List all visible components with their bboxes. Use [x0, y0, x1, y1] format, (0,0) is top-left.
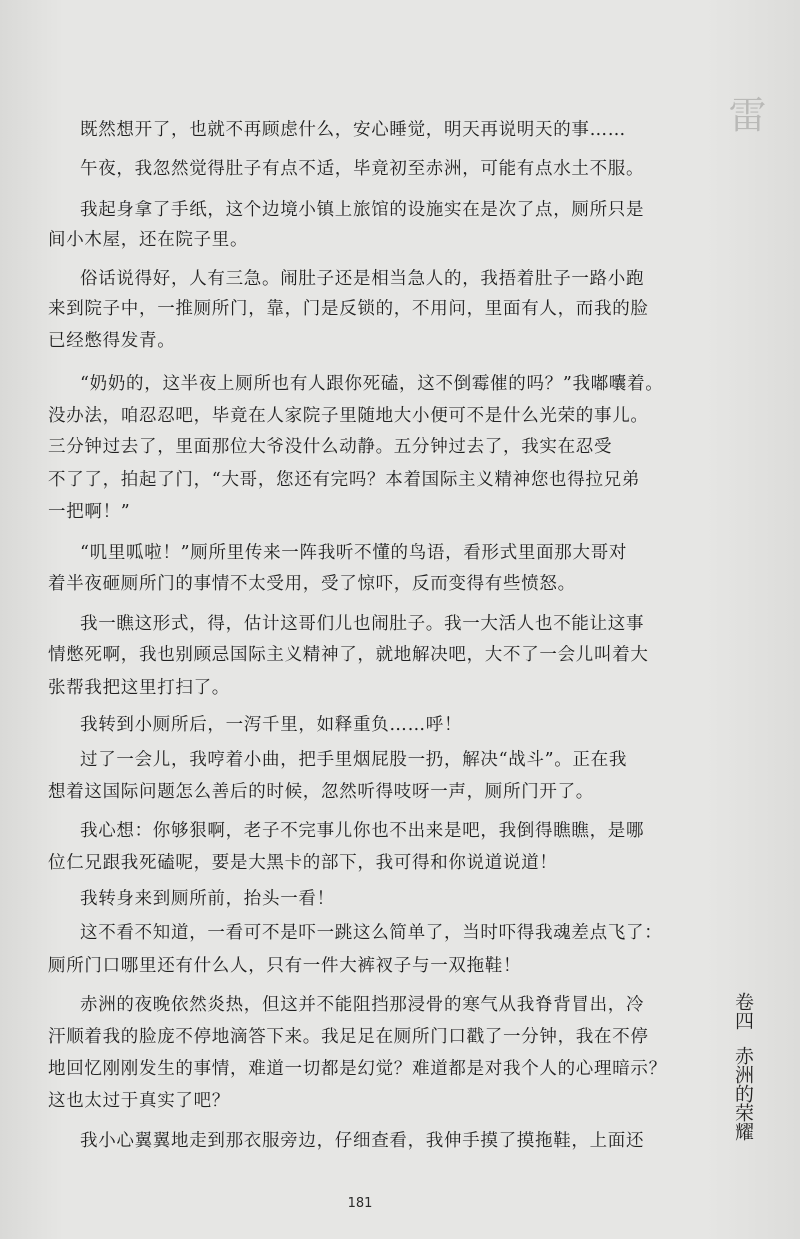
text-line: 我转身来到厕所前，抬头一看！ [80, 889, 335, 909]
text-line: 来到院子中，一推厕所门，靠，门是反锁的，不用问，里面有人，而我的脸 [48, 299, 649, 319]
text-line: 俗话说得好，人有三急。闹肚子还是相当急人的，我捂着肚子一路小跑 [80, 269, 645, 289]
page-number: 181 [347, 1196, 373, 1211]
text-line: 午夜，我忽然觉得肚子有点不适，毕竟初至赤洲，可能有点水土不服。 [80, 159, 645, 179]
text-line: 既然想开了，也就不再顾虑什么，安心睡觉，明天再说明天的事…… [80, 120, 626, 140]
text-line: 一把啊！” [48, 502, 131, 522]
text-line: 赤洲的夜晚依然炎热，但这并不能阻挡那浸骨的寒气从我脊背冒出，冷 [80, 995, 645, 1015]
text-line: 过了一会儿，我哼着小曲，把手里烟屁股一扔，解决“战斗”。正在我 [80, 750, 628, 770]
text-line: 三分钟过去了，里面那位大爷没什么动静。五分钟过去了，我实在忍受 [48, 437, 613, 457]
text-line: “叽里呱啦！”厕所里传来一阵我听不懂的鸟语，看形式里面那大哥对 [80, 543, 628, 563]
text-line: 厕所门口哪里还有什么人，只有一件大裤衩子与一双拖鞋！ [48, 956, 522, 976]
text-line: 我小心翼翼地走到那衣服旁边，仔细查看，我伸手摸了摸拖鞋，上面还 [80, 1131, 645, 1151]
text-line: 我心想：你够狠啊，老子不完事儿你也不出来是吧，我倒得瞧瞧，是哪 [80, 821, 645, 841]
text-line: 我转到小厕所后，一泻千里，如释重负……呼！ [80, 715, 463, 735]
bleed-through-mark: 雷 [722, 95, 766, 137]
text-line: 已经憋得发青。 [48, 331, 176, 351]
book-title: 赤洲的荣耀 [732, 1046, 754, 1141]
text-line: 这也太过于真实了吧？ [48, 1091, 230, 1111]
text-line: 着半夜砸厕所门的事情不太受用，受了惊吓，反而变得有些愤怒。 [48, 574, 576, 594]
text-line: 位仁兄跟我死磕呢，要是大黑卡的部下，我可得和你说道说道！ [48, 853, 558, 873]
text-line: 地回忆刚刚发生的事情，难道一切都是幻觉？难道都是对我个人的心理暗示？ [48, 1059, 667, 1079]
text-line: 我起身拿了手纸，这个边境小镇上旅馆的设施实在是次了点，厕所只是 [80, 200, 645, 220]
text-line: 没办法，咱忍忍吧，毕竟在人家院子里随地大小便可不是什么光荣的事儿。 [48, 406, 649, 426]
text-line: 间小木屋，还在院子里。 [48, 230, 249, 250]
text-line: 这不看不知道，一看可不是吓一跳这么简单了，当时吓得我魂差点飞了： [80, 923, 663, 943]
running-side-title [728, 992, 758, 1141]
text-line: 汗顺着我的脸庞不停地滴答下来。我足足在厕所门口戳了一分钟，我在不停 [48, 1027, 649, 1047]
text-line: 我一瞧这形式，得，估计这哥们儿也闹肚子。我一大活人也不能让这事 [80, 614, 645, 634]
text-line: 张帮我把这里打扫了。 [48, 678, 230, 698]
text-line: 不了了，拍起了门，“大哥，您还有完吗？本着国际主义精神您也得拉兄弟 [48, 470, 641, 490]
volume-label: 卷四 [732, 992, 754, 1030]
text-line: 情憋死啊，我也别顾忌国际主义精神了，就地解决吧，大不了一会儿叫着大 [48, 645, 649, 665]
text-line: “奶奶的，这半夜上厕所也有人跟你死磕，这不倒霉催的吗？”我嘟囔着。 [80, 374, 664, 394]
text-line: 想着这国际问题怎么善后的时候，忽然听得吱呀一声，厕所门开了。 [48, 782, 594, 802]
